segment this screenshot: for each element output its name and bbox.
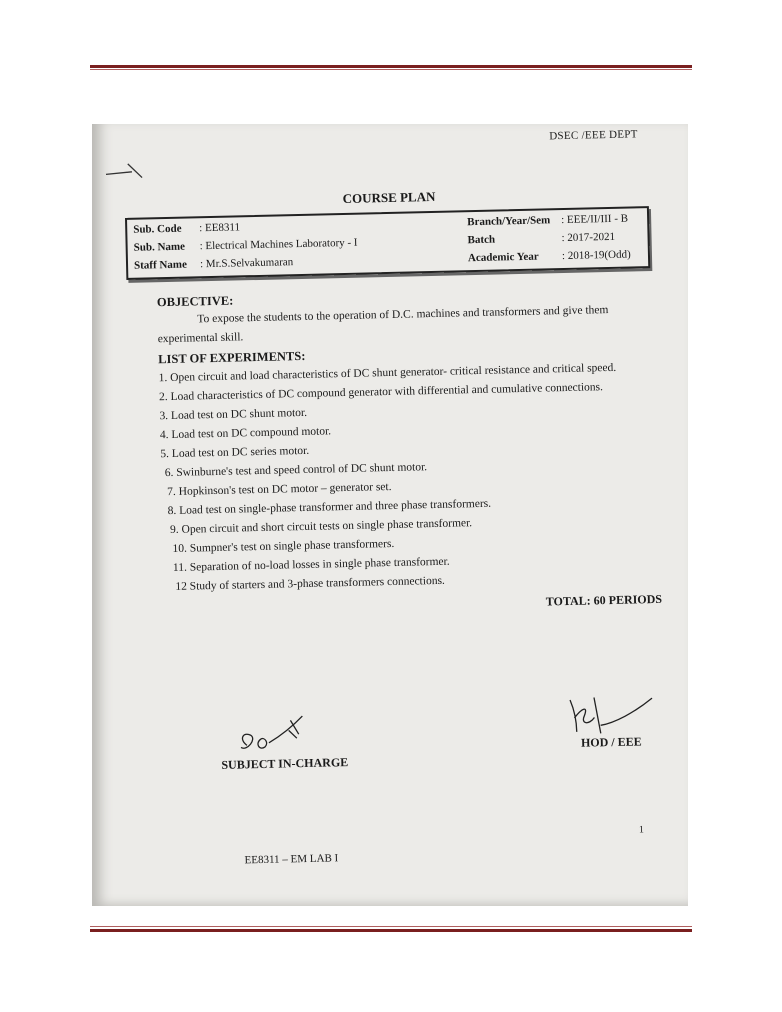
department-label: DSEC /EEE DEPT xyxy=(549,128,638,143)
branch-label: Branch/Year/Sem xyxy=(467,214,551,229)
total-periods: TOTAL: 60 PERIODS xyxy=(545,591,663,609)
footer-text: EE8311 – EM LAB I xyxy=(244,852,339,867)
experiment-item: 9. Open circuit and short circuit tests on single phase transformer. xyxy=(169,517,473,537)
hod-label: HOD / EEE xyxy=(580,734,642,750)
page-number: 1 xyxy=(638,824,645,836)
footer-rule-thin xyxy=(90,926,692,927)
objective-text-line-2: experimental skill. xyxy=(157,331,244,346)
header-rule xyxy=(90,65,692,68)
experiment-item: 8. Load test on single-phase transformer and three phase transformers. xyxy=(167,497,492,518)
staff-name-value: : Mr.S.Selvakumaran xyxy=(199,256,294,271)
sub-code-value: : EE8311 xyxy=(199,221,241,235)
pen-mark-icon xyxy=(102,155,163,186)
experiments-heading: LIST OF EXPERIMENTS: xyxy=(158,348,306,367)
experiment-item: 4. Load test on DC compound motor. xyxy=(159,425,332,442)
batch-value: : 2017-2021 xyxy=(561,230,616,245)
academic-year-value: : 2018-19(Odd) xyxy=(561,248,631,263)
scanned-page xyxy=(92,124,688,906)
subject-incharge-label: SUBJECT IN-CHARGE xyxy=(221,755,349,772)
experiment-item: 7. Hopkinson's test on DC motor – generator set. xyxy=(167,481,392,499)
sub-code-label: Sub. Code xyxy=(133,222,182,236)
sub-name-value: : Electrical Machines Laboratory - I xyxy=(199,236,358,253)
experiment-item: 5. Load test on DC series motor. xyxy=(160,444,310,461)
experiment-item: 1. Open circuit and load characteristics of DC shunt generator- critical resistance and critical speed. xyxy=(158,361,617,385)
subject-incharge-signature xyxy=(232,708,323,758)
experiment-item: 6. Swinburne's test and speed control of DC shunt motor. xyxy=(164,461,428,480)
experiment-item: 2. Load characteristics of DC compound generator with differential and cumulative connections. xyxy=(158,381,604,404)
staff-name-label: Staff Name xyxy=(133,258,188,272)
page-title: COURSE PLAN xyxy=(342,188,436,207)
course-info-box xyxy=(125,206,650,280)
experiment-item: 11. Separation of no-load losses in single phase transformer. xyxy=(172,555,450,574)
sub-name-label: Sub. Name xyxy=(133,240,186,254)
batch-label: Batch xyxy=(467,233,496,247)
experiment-item: 12 Study of starters and 3-phase transformers connections. xyxy=(175,574,445,593)
experiment-item: 10. Sumpner's test on single phase transformers. xyxy=(172,537,395,555)
objective-text-line-1: To expose the students to the operation of D.C. machines and transformers and give them xyxy=(197,304,609,326)
footer-rule xyxy=(90,929,692,932)
objective-heading: OBJECTIVE: xyxy=(156,293,234,310)
branch-value: : EEE/II/III - B xyxy=(561,212,629,227)
hod-signature xyxy=(564,692,665,738)
experiment-item: 3. Load test on DC shunt motor. xyxy=(159,406,308,423)
course-plan-sheet xyxy=(92,124,688,906)
academic-year-label: Academic Year xyxy=(467,250,539,265)
header-rule-thin xyxy=(90,69,692,70)
